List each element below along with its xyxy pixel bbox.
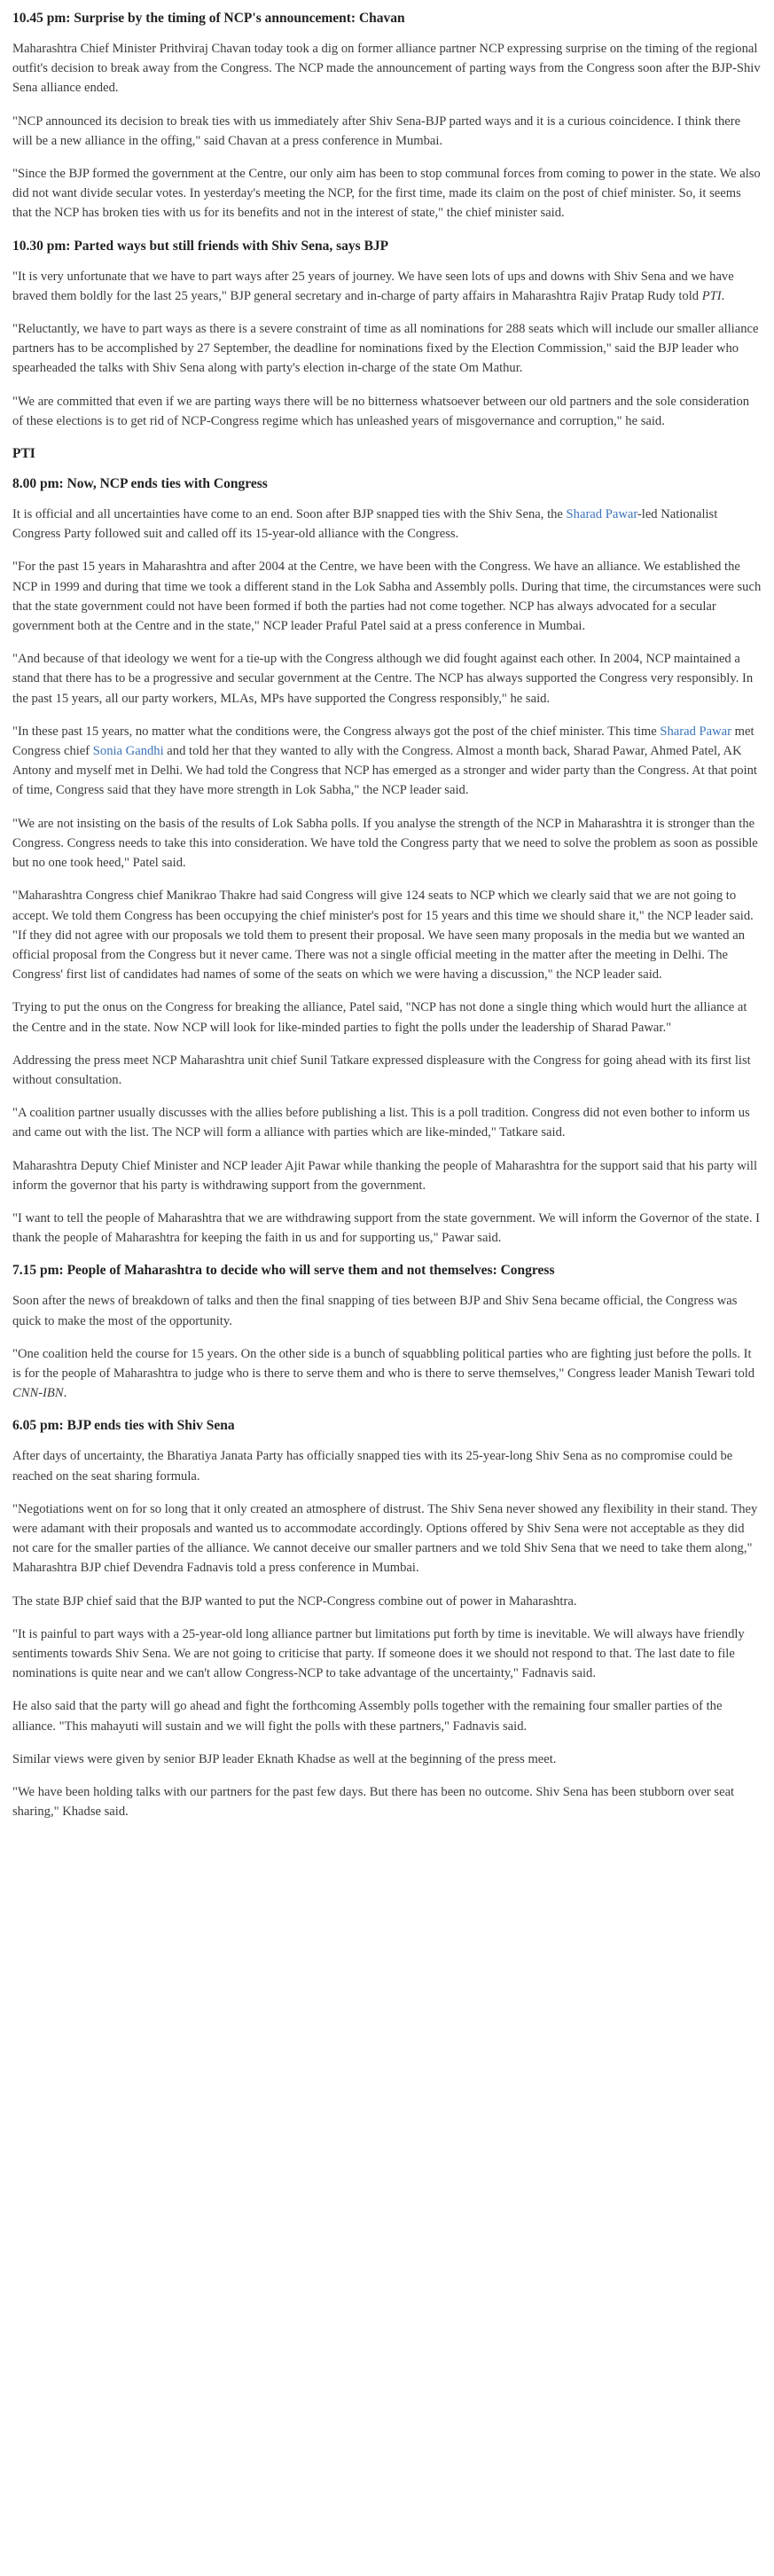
article-paragraph [12, 1344, 762, 1404]
article-paragraph [12, 319, 762, 379]
article-paragraph [12, 1696, 762, 1735]
paragraph-text: "A coalition partner usually discusses with the allies before publishing a list. This is a poll tradition. Congress did not even bother to inform us and came out with the list. The NCP will form a alliance with parties which are like-minded," Tatkare said. [12, 1106, 750, 1140]
paragraph-text: "And because of that ideology we went for a tie-up with the Congress although we did fought against each other. In 2004, NCP maintained a stand that there has to be a progressive and secular government at the Centre. The NCP has always supported the Congress very responsibly. In the past 15 years, all our party workers, MLAs, MPs have supported the Congress responsibly," he said. [12, 652, 754, 706]
paragraph-text: . [721, 288, 725, 303]
article-paragraph [12, 1051, 762, 1090]
article-paragraph [12, 1750, 762, 1769]
paragraph-text: and told her that they wanted to ally with the Congress. Almost a month back, Sharad Pawar, Ahmed Patel, AK Antony and myself met in Delhi. We had told the Congress that NCP has emerged as a stronger and wider party than the Congress. At that point of time, Congress said that they have more strength in Lok Sabha," the NCP leader said. [12, 744, 757, 798]
paragraph-text: "I want to tell the people of Maharashtra that we are withdrawing support from the state government. We will inform the Governor of the state. I thank the people of Maharashtra for keeping the faith in us and for supporting us," Pawar said. [12, 1210, 760, 1246]
source-name: PTI [701, 288, 722, 303]
paragraph-text: met Congress chief [12, 724, 754, 759]
paragraph-text: "Negotiations went on for so long that it only created an atmosphere of distrust. The Shiv Sena never showed any flexibility in their stand. They were adamant with their proposals and wanted us to accommodate accordingly. Options offered by Shiv Sena were not acceptable as they did not care for the smaller parties of the alliance. We cannot deceive our smaller partners and we told Shiv Sena that we need to take them along," Maharashtra BJP chief Devendra Fadnavis told a press conference in Mumbai. [12, 1501, 758, 1576]
article-paragraph [12, 392, 762, 431]
paragraph-text: Addressing the press meet NCP Maharashtra unit chief Sunil Tatkare expressed displeasure with the Congress for going ahead with its first list without consultation. [12, 1053, 751, 1087]
paragraph-text: "We have been holding talks with our partners for the past few days. But there has been no outcome. Shiv Sena has been stubborn over seat sharing," Khadse said. [12, 1785, 735, 1820]
update-heading: 8.00 pm: Now, NCP ends ties with Congress [12, 476, 268, 492]
article-paragraph [12, 998, 762, 1037]
paragraph-text: He also said that the party will go ahead and fight the forthcoming Assembly polls together with the remaining four smaller parties of the alliance. "This mahayuti will sustain and we will fight the polls with these partners," Fadnavis said. [12, 1699, 723, 1734]
paragraph-text: -led Nationalist Congress Party followed suit and called off its 15-year-old alliance with the Congress. [12, 507, 718, 542]
article-paragraph [12, 112, 762, 151]
person-link[interactable]: Sonia Gandhi [92, 744, 164, 759]
paragraph-text: Maharashtra Chief Minister Prithviraj Chavan today took a dig on former alliance partner NCP expressing surprise on the timing of the regional outfit's decision to break away from the Congress. The NCP made the announcement of parting ways from the Congress soon after the BJP-Shiv Sena alliance ended. [12, 42, 761, 96]
paragraph-text: "NCP announced its decision to break ties with us immediately after Shiv Sena-BJP parted ways and it is a curious coincidence. I think there will be a new alliance in the offing," said Chavan at a press conference in Mumbai. [12, 114, 741, 148]
paragraph-text: "It is painful to part ways with a 25-year-old long alliance partner but limitations put forth by time is inevitable. We will always have friendly sentiments towards Shiv Sena. We are not going to criticise that party. If someone does it we should not respond to that. The last date to file nominations is quite near and we can't allow Congress-NCP to take advantage of the uncertainty," Fadnavis said. [12, 1626, 745, 1681]
article-paragraph [12, 886, 762, 984]
article-paragraph [12, 722, 762, 801]
person-link[interactable]: Sharad Pawar [660, 724, 732, 739]
article-paragraph [12, 1782, 762, 1821]
article-paragraph [12, 557, 762, 636]
source-credit: PTI [12, 446, 35, 462]
article-paragraph [12, 1291, 762, 1330]
update-heading: 6.05 pm: BJP ends ties with Shiv Sena [12, 1418, 235, 1434]
update-heading: 10.45 pm: Surprise by the timing of NCP's announcement: Chavan [12, 11, 405, 26]
paragraph-text: It is official and all uncertainties have come to an end. Soon after BJP snapped ties with the Shiv Sena, the [12, 507, 567, 522]
paragraph-text: After days of uncertainty, the Bharatiya Janata Party has officially snapped ties with its 25-year-long Shiv Sena as no compromise could be reached on the seat sharing formula. [12, 1449, 733, 1484]
paragraph-text: "In these past 15 years, no matter what the conditions were, the Congress always got the post of the chief minister. This time [12, 724, 661, 739]
paragraph-text: "For the past 15 years in Maharashtra and after 2004 at the Centre, we have been with the Congress. We have an alliance. We established the NCP in 1999 and during that time we took a different stand in the Lok Sabha and Assembly polls. During that time, the circumstances were such that the state government could not have been formed if both the parties had not come together. NCP has always advocated for a secular government both at the Centre and in the state," NCP leader Praful Patel said at a press conference in Mumbai. [12, 560, 762, 634]
article-paragraph [12, 267, 762, 306]
article-paragraph [12, 505, 762, 544]
article-paragraph [12, 814, 762, 873]
paragraph-text: Trying to put the onus on the Congress for breaking the alliance, Patel said, "NCP has not done a single thing which would hurt the alliance at the Centre and in the state. Now NCP will look for like-minded parties to fight the polls under the leadership of Sharad Pawar." [12, 1000, 747, 1035]
paragraph-text: "Since the BJP formed the government at the Centre, our only aim has been to stop communal forces from coming to power in the state. We also did not want divide secular votes. In yesterday's meeting the NCP, for the first time, made its claim on the post of chief minister. So, it seems that the NCP has broken ties with us for its benefits and not in the interest of state," the chief minister said. [12, 167, 761, 221]
update-heading: 10.30 pm: Parted ways but still friends with Shiv Sena, says BJP [12, 238, 389, 254]
paragraph-text: "One coalition held the course for 15 years. On the other side is a bunch of squabbling political parties who are fighting just before the polls. It is for the people of Maharashtra to judge who is there to serve them and who is there to serve themselves," Congress leader Manish Tewari told [12, 1346, 755, 1381]
paragraph-text: "We are committed that even if we are parting ways there will be no bitterness whatsoever between our old partners and the sole consideration of these elections is to get rid of NCP-Congress regime which has unleashed years of misgovernance and corruption," he said. [12, 394, 750, 428]
article-paragraph [12, 1209, 762, 1248]
paragraph-text: Soon after the news of breakdown of talks and then the final snapping of ties between BJP and Shiv Sena became official, the Congress was quick to make the most of the opportunity. [12, 1294, 738, 1328]
person-link[interactable]: Sharad Pawar [566, 507, 637, 522]
source-name: CNN-IBN [12, 1386, 64, 1401]
paragraph-text: Similar views were given by senior BJP leader Eknath Khadse as well at the beginning of the press meet. [12, 1751, 557, 1766]
article-paragraph [12, 164, 762, 223]
paragraph-text: "It is very unfortunate that we have to part ways after 25 years of journey. We have seen lots of ups and downs with Shiv Sena and we have braved them boldly for the last 25 years," BJP general secretary and in-charge of party affairs in Maharashtra Rajiv Pratap Rudy told [12, 269, 734, 303]
paragraph-text: "Reluctantly, we have to part ways as there is a severe constraint of time as all nominations for 288 seats which will include our smaller alliance partners has to be accomplished by 27 September, the deadline for nominations fixed by the Election Commission," said the BJP leader who spearheaded the talks with Shiv Sena along with party's election in-charge of the state Om Mathur. [12, 322, 759, 376]
article-paragraph [12, 1156, 762, 1195]
article-paragraph [12, 649, 762, 709]
article-paragraph [12, 1446, 762, 1485]
article-paragraph [12, 1499, 762, 1578]
paragraph-text: The state BJP chief said that the BJP wanted to put the NCP-Congress combine out of power in Maharashtra. [12, 1593, 577, 1609]
article-paragraph [12, 1592, 762, 1611]
paragraph-text: Maharashtra Deputy Chief Minister and NCP leader Ajit Pawar while thanking the people of Maharashtra for the support said that his party will inform the governor that his party is withdrawing support from the government. [12, 1158, 758, 1193]
article-paragraph [12, 1625, 762, 1684]
paragraph-text: "Maharashtra Congress chief Manikrao Thakre had said Congress will give 124 seats to NCP which we clearly said that we are not going to accept. We told them Congress has been occupying the chief minister's post for 15 years and this time we should share it," the NCP leader said. "If they did not agree with our proposals we told them to present their proposal. We have seen many proposals in the media but we wanted an official proposal from the Congress but it never came. There was not a single official meeting in the matter after the meeting in Delhi. The Congress' first list of candidates had names of some of the seats on which we were having a discussion," the NCP leader said. [12, 889, 754, 983]
update-heading: 7.15 pm: People of Maharashtra to decide who will serve them and not themselves: Congress [12, 1263, 555, 1279]
paragraph-text: "We are not insisting on the basis of the results of Lok Sabha polls. If you analyse the strength of the NCP in Maharashtra it is stronger than the Congress. Congress needs to take this into consideration. We have told the Congress party that we need to solve the problem as soon as possible but no one took heed," Patel said. [12, 816, 758, 871]
paragraph-text: . [63, 1386, 67, 1401]
article-paragraph [12, 39, 762, 98]
article-paragraph [12, 1103, 762, 1142]
